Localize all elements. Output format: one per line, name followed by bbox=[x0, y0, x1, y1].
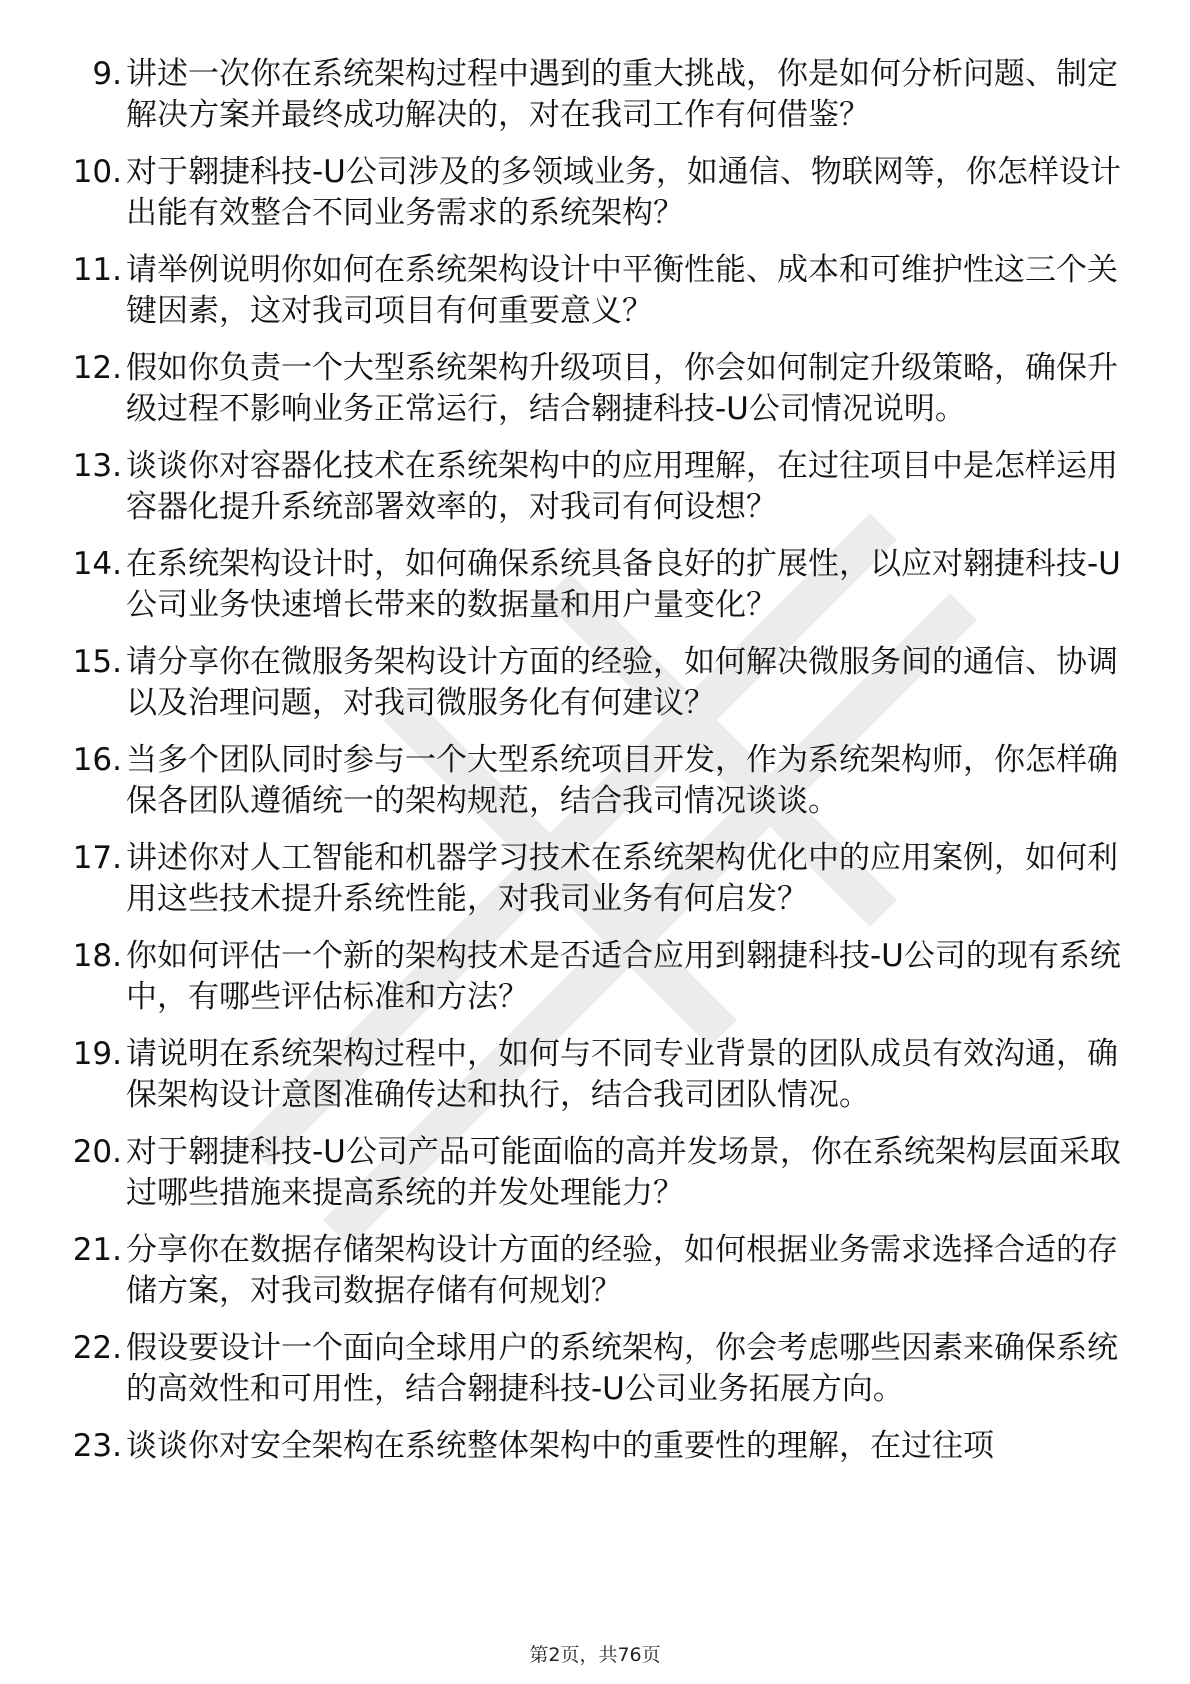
question-number: 12. bbox=[72, 350, 122, 386]
question-item bbox=[62, 250, 1122, 331]
question-text: 你如何评估一个新的架构技术是否适合应用到翱捷科技-U公司的现有系统中，有哪些评估标准和方法？ bbox=[126, 938, 1121, 1015]
question-text: 在系统架构设计时，如何确保系统具备良好的扩展性，以应对翱捷科技-U公司业务快速增长带来的数据量和用户量变化？ bbox=[126, 546, 1121, 623]
question-item bbox=[62, 1034, 1122, 1115]
question-number: 20. bbox=[72, 1134, 122, 1170]
question-item bbox=[62, 936, 1122, 1017]
question-item bbox=[62, 1230, 1122, 1311]
question-item bbox=[62, 348, 1122, 429]
question-number: 13. bbox=[72, 448, 122, 484]
question-text: 当多个团队同时参与一个大型系统项目开发，作为系统架构师，你怎样确保各团队遵循统一的架构规范，结合我司情况谈谈。 bbox=[126, 742, 1118, 819]
question-text: 请举例说明你如何在系统架构设计中平衡性能、成本和可维护性这三个关键因素，这对我司项目有何重要意义？ bbox=[126, 252, 1118, 329]
question-item bbox=[62, 152, 1122, 233]
question-number: 23. bbox=[72, 1428, 122, 1464]
question-item bbox=[62, 54, 1122, 135]
question-number: 11. bbox=[72, 252, 122, 288]
question-text: 假如你负责一个大型系统架构升级项目，你会如何制定升级策略，确保升级过程不影响业务正常运行，结合翱捷科技-U公司情况说明。 bbox=[126, 350, 1118, 427]
question-item bbox=[62, 838, 1122, 919]
question-text: 对于翱捷科技-U公司产品可能面临的高并发场景，你在系统架构层面采取过哪些措施来提高系统的并发处理能力？ bbox=[126, 1134, 1121, 1211]
question-number: 19. bbox=[72, 1036, 122, 1072]
question-item bbox=[62, 1328, 1122, 1409]
question-item bbox=[62, 446, 1122, 527]
question-text: 请分享你在微服务架构设计方面的经验，如何解决微服务间的通信、协调以及治理问题，对我司微服务化有何建议？ bbox=[126, 644, 1118, 721]
question-text: 假设要设计一个面向全球用户的系统架构，你会考虑哪些因素来确保系统的高效性和可用性，结合翱捷科技-U公司业务拓展方向。 bbox=[126, 1330, 1118, 1407]
question-text: 请说明在系统架构过程中，如何与不同专业背景的团队成员有效沟通，确保架构设计意图准确传达和执行，结合我司团队情况。 bbox=[126, 1036, 1118, 1113]
question-text: 讲述你对人工智能和机器学习技术在系统架构优化中的应用案例，如何利用这些技术提升系统性能，对我司业务有何启发？ bbox=[126, 840, 1118, 917]
question-list bbox=[62, 54, 1122, 1484]
question-number: 10. bbox=[72, 154, 122, 190]
page-footer bbox=[0, 1640, 1190, 1667]
question-item bbox=[62, 1426, 1122, 1467]
question-item bbox=[62, 1132, 1122, 1213]
question-text: 讲述一次你在系统架构过程中遇到的重大挑战，你是如何分析问题、制定解决方案并最终成功解决的，对在我司工作有何借鉴？ bbox=[126, 56, 1118, 133]
question-number: 21. bbox=[72, 1232, 122, 1268]
question-number: 16. bbox=[72, 742, 122, 778]
question-number: 17. bbox=[72, 840, 122, 876]
question-number: 15. bbox=[72, 644, 122, 680]
question-item bbox=[62, 642, 1122, 723]
page-number-label: 第2页，共76页 bbox=[529, 1644, 661, 1666]
question-text: 分享你在数据存储架构设计方面的经验，如何根据业务需求选择合适的存储方案，对我司数据存储有何规划？ bbox=[126, 1232, 1118, 1309]
question-number: 9. bbox=[92, 56, 122, 92]
question-item bbox=[62, 740, 1122, 821]
question-item bbox=[62, 544, 1122, 625]
question-number: 14. bbox=[72, 546, 122, 582]
question-text: 对于翱捷科技-U公司涉及的多领域业务，如通信、物联网等，你怎样设计出能有效整合不同业务需求的系统架构？ bbox=[126, 154, 1121, 231]
question-number: 18. bbox=[72, 938, 122, 974]
question-text: 谈谈你对安全架构在系统整体架构中的重要性的理解，在过往项 bbox=[126, 1428, 994, 1464]
question-number: 22. bbox=[72, 1330, 122, 1366]
question-text: 谈谈你对容器化技术在系统架构中的应用理解，在过往项目中是怎样运用容器化提升系统部署效率的，对我司有何设想？ bbox=[126, 448, 1118, 525]
